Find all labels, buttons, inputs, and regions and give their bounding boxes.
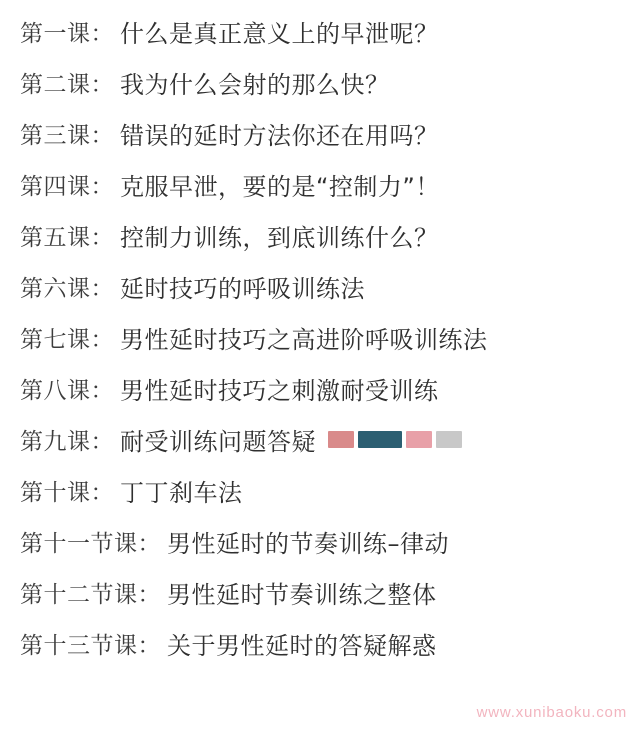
list-item[interactable]: [0, 159, 643, 210]
lesson-number: 第十课：: [20, 480, 114, 506]
lesson-number: 第二课：: [20, 72, 114, 98]
lesson-title: 男性延时的节奏训练–律动: [167, 530, 449, 558]
lesson-title: 关于男性延时的答疑解惑: [167, 632, 437, 660]
lesson-title: 什么是真正意义上的早泄呢？: [120, 20, 439, 48]
redaction-block: [358, 431, 402, 448]
list-item[interactable]: [0, 618, 643, 669]
lesson-title: 男性延时节奏训练之整体: [167, 581, 437, 609]
lesson-number: 第十三节课：: [20, 633, 161, 659]
lesson-title: 控制力训练，到底训练什么？: [120, 224, 439, 252]
lesson-number: 第八课：: [20, 378, 114, 404]
lesson-number: 第九课：: [20, 429, 114, 455]
lesson-title: 耐受训练问题答疑: [120, 428, 316, 456]
list-item[interactable]: [0, 108, 643, 159]
lesson-number: 第十二节课：: [20, 582, 161, 608]
lesson-number: 第一课：: [20, 21, 114, 47]
lesson-title: 延时技巧的呼吸训练法: [120, 275, 365, 303]
lesson-number: 第六课：: [20, 276, 114, 302]
list-item[interactable]: [0, 414, 643, 465]
list-item[interactable]: [0, 6, 643, 57]
redaction-block: [328, 431, 354, 448]
list-item[interactable]: [0, 210, 643, 261]
lesson-title: 男性延时技巧之高进阶呼吸训练法: [120, 326, 488, 354]
lesson-number: 第七课：: [20, 327, 114, 353]
lesson-title: 克服早泄，要的是“控制力”！: [120, 173, 440, 201]
lesson-title: 错误的延时方法你还在用吗？: [120, 122, 439, 150]
list-item[interactable]: [0, 567, 643, 618]
redaction-blocks: [328, 431, 462, 448]
lesson-number: 第五课：: [20, 225, 114, 251]
watermark: www.xunibaoku.com: [476, 704, 627, 721]
list-item[interactable]: [0, 261, 643, 312]
list-item[interactable]: [0, 363, 643, 414]
list-item[interactable]: [0, 516, 643, 567]
lesson-title: 丁丁刹车法: [120, 479, 243, 507]
list-item[interactable]: [0, 57, 643, 108]
list-item[interactable]: [0, 465, 643, 516]
lesson-number: 第十一节课：: [20, 531, 161, 557]
redaction-block: [436, 431, 462, 448]
lesson-number: 第四课：: [20, 174, 114, 200]
lesson-title: 男性延时技巧之刺激耐受训练: [120, 377, 439, 405]
list-item[interactable]: [0, 312, 643, 363]
lesson-title: 我为什么会射的那么快？: [120, 71, 390, 99]
lesson-number: 第三课：: [20, 123, 114, 149]
redaction-block: [406, 431, 432, 448]
